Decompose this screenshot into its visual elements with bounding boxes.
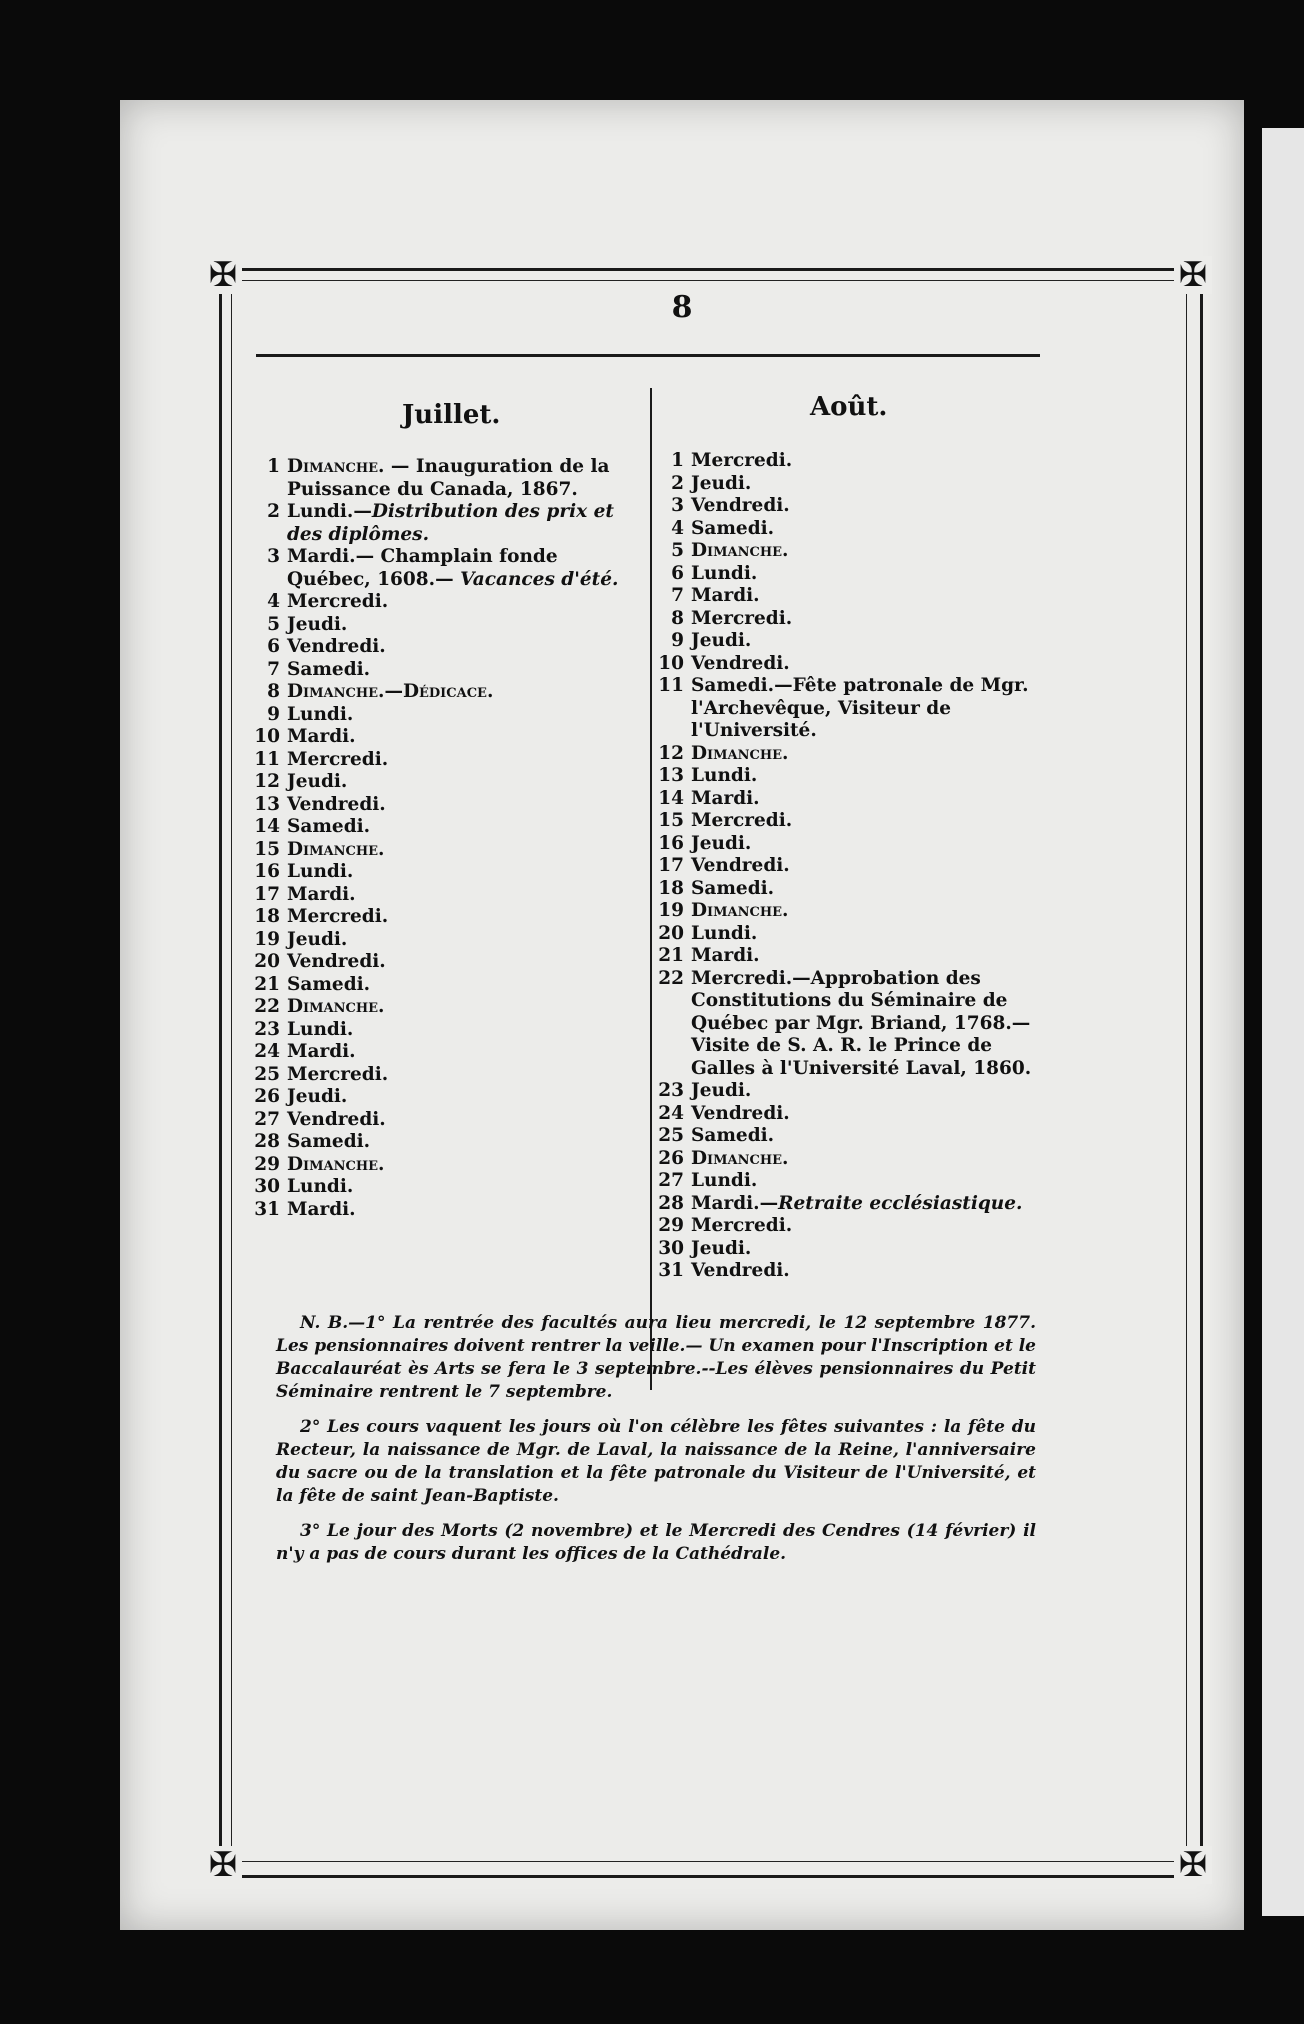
adjacent-page-edge xyxy=(1262,128,1304,1916)
day-text-part: Samedi.—Fête patronale de Mgr. l'Archevêque, Visiteur de l'Université. xyxy=(691,675,1029,741)
day-text xyxy=(287,906,640,929)
august-day-entry xyxy=(658,585,1048,608)
day-text-part: Jeudi. xyxy=(691,832,752,854)
day-text-part: Mardi. xyxy=(287,726,356,747)
day-text xyxy=(287,636,640,659)
july-day-entry xyxy=(254,591,640,614)
day-number: 27 xyxy=(658,1170,684,1191)
july-day-entry xyxy=(254,1131,640,1154)
july-day-entry xyxy=(254,636,640,659)
day-text xyxy=(691,810,1048,833)
july-day-entry xyxy=(254,726,640,749)
day-text xyxy=(691,1260,1048,1283)
month-title-july: Juillet. xyxy=(402,400,501,430)
day-number: 4 xyxy=(671,517,684,539)
july-day-entry xyxy=(254,704,640,727)
day-text xyxy=(287,974,640,997)
day-text-part: Dimanche. xyxy=(287,1153,385,1175)
day-text-part: Mercredi. xyxy=(691,450,793,471)
day-text xyxy=(691,1170,1048,1193)
july-day-entry xyxy=(254,1086,640,1109)
corner-ornament-icon: ✠ xyxy=(1174,256,1212,294)
day-text xyxy=(287,771,640,794)
header-rule xyxy=(256,354,1040,357)
july-day-entry xyxy=(254,1041,640,1064)
day-number: 19 xyxy=(658,900,684,921)
day-number: 24 xyxy=(254,1041,280,1062)
august-day-entry xyxy=(658,518,1048,541)
day-number: 11 xyxy=(254,748,280,770)
day-text-part: Distribution des prix et des diplômes. xyxy=(287,501,614,545)
day-text-part: Mardi. xyxy=(691,585,760,606)
august-day-entry xyxy=(658,900,1048,923)
august-day-entry xyxy=(658,765,1048,788)
column-divider xyxy=(650,388,652,1390)
day-text-part: Dimanche. xyxy=(691,540,789,561)
page-number: 8 xyxy=(671,290,693,325)
note-paragraph: 3° Le jour des Morts (2 novembre) et le Mercredi des Cendres (14 février) il n'y a pas de cours durant les offices de la Cathédrale. xyxy=(276,1521,1036,1564)
day-number: 28 xyxy=(658,1192,684,1214)
day-text xyxy=(287,726,640,749)
august-day-entry xyxy=(658,810,1048,833)
day-text xyxy=(287,1199,640,1222)
august-day-entry xyxy=(658,1260,1048,1283)
july-day-entry xyxy=(254,839,640,862)
day-text-part: Mercredi. xyxy=(287,1063,389,1085)
day-text xyxy=(691,765,1048,788)
august-day-entry xyxy=(658,743,1048,766)
day-text-part: Mercredi.—Approbation des Constitutions du Séminaire de Québec par Mgr. Briand, 1768.—Visite de S. A. R. le Prince de Galles à l'Université Laval, 1860. xyxy=(691,967,1032,1079)
day-text-part: Mardi. xyxy=(287,883,356,905)
july-day-entry xyxy=(254,749,640,772)
day-number: 25 xyxy=(658,1125,684,1146)
day-number: 31 xyxy=(254,1198,280,1220)
day-text xyxy=(691,473,1048,496)
corner-ornament-icon: ✠ xyxy=(204,1846,242,1884)
day-text-part: Dimanche.—Dédicace. xyxy=(287,681,494,702)
day-number: 12 xyxy=(658,742,684,764)
day-number: 16 xyxy=(254,861,280,882)
day-number: 27 xyxy=(254,1108,280,1130)
day-text-part: Samedi. xyxy=(691,1125,775,1146)
july-day-entry xyxy=(254,456,640,501)
day-text-part: Vendredi. xyxy=(691,1102,790,1124)
corner-ornament-icon: ✠ xyxy=(1174,1846,1212,1884)
day-text-part: Mardi.— Champlain fonde Québec, 1608.— xyxy=(287,546,558,590)
day-text-part: Samedi. xyxy=(691,877,775,899)
day-number: 30 xyxy=(254,1176,280,1197)
day-number: 9 xyxy=(267,703,280,725)
day-text-part: Jeudi. xyxy=(691,1080,752,1101)
day-text-part: Vendredi. xyxy=(691,855,790,876)
day-number: 16 xyxy=(658,832,684,854)
day-number: 13 xyxy=(254,793,280,815)
day-text xyxy=(691,1238,1048,1261)
day-text xyxy=(691,653,1048,676)
august-day-entry xyxy=(658,653,1048,676)
day-text-part: Mercredi. xyxy=(287,748,389,770)
day-text xyxy=(691,833,1048,856)
august-day-entry xyxy=(658,450,1048,473)
day-text-part: Jeudi. xyxy=(287,928,348,950)
august-day-entry xyxy=(658,833,1048,856)
day-text xyxy=(287,546,640,591)
day-number: 5 xyxy=(671,540,684,561)
day-text-part: Lundi. xyxy=(287,703,354,725)
day-number: 12 xyxy=(254,771,280,792)
august-day-entry xyxy=(658,878,1048,901)
august-day-entry xyxy=(658,473,1048,496)
day-number: 24 xyxy=(658,1102,684,1124)
day-text-part: Mercredi. xyxy=(691,607,793,629)
day-text xyxy=(287,1109,640,1132)
august-day-entry xyxy=(658,923,1048,946)
day-text xyxy=(287,1131,640,1154)
almanac-page xyxy=(120,100,1244,1930)
july-day-entry xyxy=(254,681,640,704)
day-number: 20 xyxy=(254,951,280,972)
day-text-part: Vendredi. xyxy=(691,1260,790,1281)
notes-section xyxy=(276,1312,1036,1578)
day-text xyxy=(691,518,1048,541)
day-number: 7 xyxy=(267,658,280,680)
august-day-entry xyxy=(658,1170,1048,1193)
day-number: 11 xyxy=(658,675,684,696)
day-number: 3 xyxy=(671,495,684,516)
day-text xyxy=(287,591,640,614)
day-text xyxy=(287,929,640,952)
august-day-entry xyxy=(658,608,1048,631)
day-text xyxy=(287,501,640,546)
day-text xyxy=(691,540,1048,563)
day-number: 3 xyxy=(267,546,280,567)
day-number: 17 xyxy=(254,883,280,905)
august-day-entry xyxy=(658,630,1048,653)
july-day-entry xyxy=(254,861,640,884)
day-text xyxy=(287,681,640,704)
july-day-entry xyxy=(254,951,640,974)
july-calendar-list xyxy=(254,456,640,1221)
day-number: 5 xyxy=(267,613,280,635)
day-number: 9 xyxy=(671,630,684,651)
august-day-entry xyxy=(658,675,1048,743)
day-text xyxy=(691,1125,1048,1148)
day-text xyxy=(691,900,1048,923)
day-text xyxy=(287,1019,640,1042)
day-number: 2 xyxy=(671,472,684,494)
august-day-entry xyxy=(658,563,1048,586)
day-text-part: Samedi. xyxy=(691,517,775,539)
day-number: 22 xyxy=(254,996,280,1017)
day-text-part: Mercredi. xyxy=(287,906,389,927)
august-day-entry xyxy=(658,1193,1048,1216)
day-text xyxy=(287,951,640,974)
day-text xyxy=(287,839,640,862)
day-text-part: Vendredi. xyxy=(691,495,790,516)
day-text-part: Mercredi. xyxy=(691,1215,793,1236)
day-number: 10 xyxy=(658,652,684,674)
day-text xyxy=(287,816,640,839)
day-text-part: Samedi. xyxy=(287,973,371,995)
day-text xyxy=(287,456,640,501)
day-text-part: Mardi. xyxy=(287,1198,356,1220)
day-text-part: Vacances d'été. xyxy=(460,568,619,590)
day-text xyxy=(691,1103,1048,1126)
day-text-part: Vendredi. xyxy=(287,951,386,972)
day-text xyxy=(287,704,640,727)
august-day-entry xyxy=(658,1080,1048,1103)
day-text xyxy=(691,608,1048,631)
day-number: 26 xyxy=(658,1147,684,1169)
month-title-august: Août. xyxy=(810,392,888,422)
day-text xyxy=(691,788,1048,811)
day-text-part: Dimanche. xyxy=(691,900,789,921)
day-text-part: Mercredi. xyxy=(287,591,389,612)
day-text xyxy=(691,855,1048,878)
july-day-entry xyxy=(254,929,640,952)
day-text-part: Mardi. xyxy=(691,945,760,966)
august-day-entry xyxy=(658,945,1048,968)
day-text-part: Jeudi. xyxy=(287,613,348,635)
day-text-part: Mardi.— xyxy=(691,1192,779,1214)
day-number: 31 xyxy=(658,1260,684,1281)
day-text xyxy=(287,861,640,884)
day-number: 18 xyxy=(254,906,280,927)
july-day-entry xyxy=(254,614,640,637)
day-text xyxy=(691,1215,1048,1238)
day-text xyxy=(691,945,1048,968)
july-day-entry xyxy=(254,906,640,929)
day-text-part: Jeudi. xyxy=(691,1237,752,1259)
august-day-entry xyxy=(658,1103,1048,1126)
day-number: 6 xyxy=(267,636,280,657)
day-number: 19 xyxy=(254,928,280,950)
day-text-part: Vendredi. xyxy=(287,636,386,657)
august-day-entry xyxy=(658,855,1048,878)
july-day-entry xyxy=(254,996,640,1019)
day-text xyxy=(691,630,1048,653)
day-number: 30 xyxy=(658,1237,684,1259)
july-day-entry xyxy=(254,1064,640,1087)
august-day-entry xyxy=(658,1148,1048,1171)
day-number: 1 xyxy=(267,456,280,477)
day-number: 21 xyxy=(658,945,684,966)
august-day-entry xyxy=(658,495,1048,518)
day-text xyxy=(287,659,640,682)
day-text xyxy=(691,495,1048,518)
day-text-part: Mercredi. xyxy=(691,810,793,831)
day-text-part: Dimanche. xyxy=(287,456,385,477)
day-text-part: Jeudi. xyxy=(287,771,348,792)
day-number: 6 xyxy=(671,562,684,584)
day-text-part: Lundi.— xyxy=(287,501,372,522)
day-text-part: — Inauguration de la Puissance du Canada, 1867. xyxy=(287,456,610,500)
day-number: 22 xyxy=(658,967,684,989)
day-text xyxy=(691,675,1048,743)
day-number: 28 xyxy=(254,1131,280,1152)
day-text xyxy=(691,923,1048,946)
july-day-entry xyxy=(254,659,640,682)
day-number: 29 xyxy=(658,1215,684,1236)
july-day-entry xyxy=(254,1154,640,1177)
day-number: 8 xyxy=(671,607,684,629)
day-text xyxy=(287,614,640,637)
day-number: 14 xyxy=(254,816,280,837)
day-text-part: Lundi. xyxy=(287,1018,354,1040)
day-text-part: Dimanche. xyxy=(691,742,789,764)
august-day-entry xyxy=(658,788,1048,811)
day-text xyxy=(691,585,1048,608)
day-number: 29 xyxy=(254,1153,280,1175)
july-day-entry xyxy=(254,771,640,794)
day-number: 26 xyxy=(254,1086,280,1107)
day-text xyxy=(287,1176,640,1199)
day-text-part: Samedi. xyxy=(287,1131,371,1152)
day-text-part: Vendredi. xyxy=(287,793,386,815)
august-day-entry xyxy=(658,1238,1048,1261)
day-text xyxy=(287,1064,640,1087)
day-number: 13 xyxy=(658,765,684,786)
day-number: 15 xyxy=(254,838,280,860)
day-text xyxy=(691,968,1048,1081)
day-number: 8 xyxy=(267,681,280,702)
day-text xyxy=(287,996,640,1019)
day-text-part: Lundi. xyxy=(691,562,758,584)
august-day-entry xyxy=(658,540,1048,563)
day-text-part: Lundi. xyxy=(287,1176,354,1197)
day-text-part: Retraite ecclésiastique. xyxy=(778,1192,1023,1214)
note-paragraph: N. B.—1° La rentrée des facultés aura lieu mercredi, le 12 septembre 1877. Les pensionnaires doivent rentrer la veille.— Un examen pour l'Inscription et le Baccalauréat ès Arts se fera le 3 septembre.--Les élèves pensionnaires du Petit Séminaire rentrent le 7 septembre. xyxy=(276,1313,1036,1402)
day-text xyxy=(287,1086,640,1109)
day-text-part: Jeudi. xyxy=(287,1086,348,1107)
day-text xyxy=(691,563,1048,586)
day-text xyxy=(691,743,1048,766)
day-number: 17 xyxy=(658,855,684,876)
day-number: 7 xyxy=(671,585,684,606)
august-day-entry xyxy=(658,1125,1048,1148)
day-text-part: Samedi. xyxy=(287,658,371,680)
day-text-part: Dimanche. xyxy=(287,996,385,1017)
day-text xyxy=(287,749,640,772)
august-day-entry xyxy=(658,968,1048,1081)
day-text xyxy=(287,884,640,907)
day-text-part: Jeudi. xyxy=(691,630,752,651)
day-text-part: Vendredi. xyxy=(691,652,790,674)
july-day-entry xyxy=(254,546,640,591)
corner-ornament-icon: ✠ xyxy=(204,256,242,294)
day-text xyxy=(287,1041,640,1064)
day-text-part: Vendredi. xyxy=(287,1108,386,1130)
august-day-entry xyxy=(658,1215,1048,1238)
july-day-entry xyxy=(254,501,640,546)
august-calendar-list xyxy=(658,450,1048,1283)
day-number: 23 xyxy=(658,1080,684,1101)
day-text xyxy=(287,794,640,817)
day-text-part: Lundi. xyxy=(691,922,758,944)
day-text-part: Jeudi. xyxy=(691,472,752,494)
day-number: 23 xyxy=(254,1018,280,1040)
day-text xyxy=(691,450,1048,473)
day-number: 18 xyxy=(658,877,684,899)
july-day-entry xyxy=(254,816,640,839)
july-day-entry xyxy=(254,884,640,907)
day-number: 25 xyxy=(254,1063,280,1085)
day-number: 21 xyxy=(254,973,280,995)
day-number: 4 xyxy=(267,591,280,612)
day-text xyxy=(691,1148,1048,1171)
day-text-part: Dimanche. xyxy=(287,838,385,860)
day-text-part: Lundi. xyxy=(691,765,758,786)
july-day-entry xyxy=(254,794,640,817)
july-day-entry xyxy=(254,1176,640,1199)
day-text xyxy=(287,1154,640,1177)
day-text-part: Samedi. xyxy=(287,816,371,837)
day-number: 15 xyxy=(658,810,684,831)
day-number: 14 xyxy=(658,787,684,809)
day-text-part: Mardi. xyxy=(691,787,760,809)
day-number: 20 xyxy=(658,922,684,944)
july-day-entry xyxy=(254,1109,640,1132)
day-text xyxy=(691,1080,1048,1103)
day-text-part: Mardi. xyxy=(287,1041,356,1062)
day-number: 10 xyxy=(254,726,280,747)
day-text-part: Lundi. xyxy=(287,861,354,882)
day-text-part: Lundi. xyxy=(691,1170,758,1191)
july-day-entry xyxy=(254,974,640,997)
note-paragraph: 2° Les cours vaquent les jours où l'on célèbre les fêtes suivantes : la fête du Recteur, la naissance de Mgr. de Laval, la naissance de la Reine, l'anniversaire du sacre ou de la translation et la fête patronale du Visiteur de l'Université, et la fête de saint Jean-Baptiste. xyxy=(276,1417,1036,1506)
day-text-part: Dimanche. xyxy=(691,1147,789,1169)
july-day-entry xyxy=(254,1019,640,1042)
july-day-entry xyxy=(254,1199,640,1222)
day-text xyxy=(691,878,1048,901)
day-text xyxy=(691,1193,1048,1216)
day-number: 1 xyxy=(671,450,684,471)
day-number: 2 xyxy=(267,501,280,522)
